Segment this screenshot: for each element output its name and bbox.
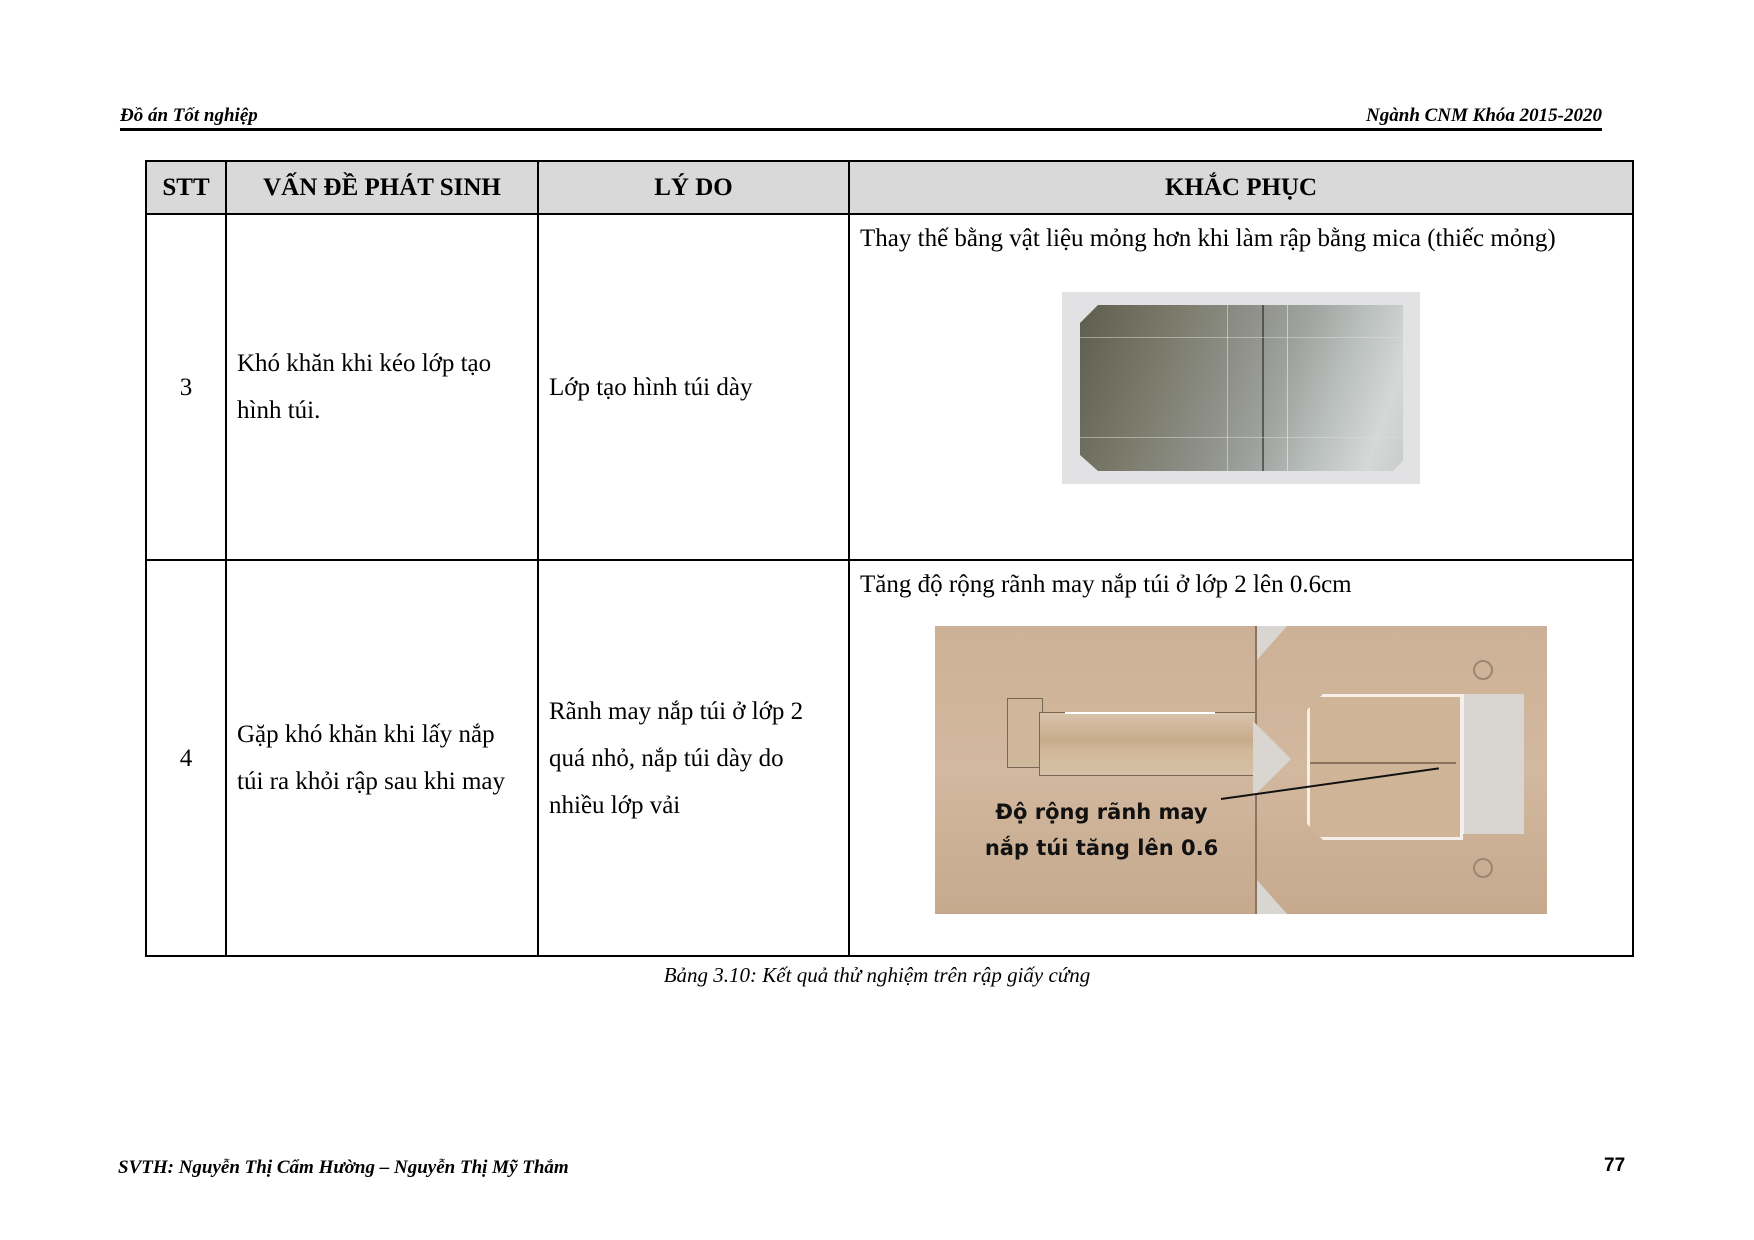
column-header-stt: STT [146, 161, 226, 214]
foil-template-photo [1062, 292, 1420, 484]
header-thesis-title: Đồ án Tốt nghiệp [120, 105, 258, 126]
cell-stt: 3 [146, 214, 226, 560]
cardboard-template-photo [935, 626, 1547, 914]
cell-fix [849, 214, 1633, 560]
results-table [145, 160, 1634, 957]
table-caption: Bảng 3.10: Kết quả thử nghiệm trên rập giấy cứng [663, 963, 1091, 987]
header-major-course: Ngành CNM Khóa 2015-2020 [1366, 105, 1602, 126]
fix-text: Tăng độ rộng rãnh may nắp túi ở lớp 2 lên 0.6cm [860, 571, 1352, 598]
column-header-fix: KHẮC PHỤC [849, 161, 1633, 214]
cell-problem: Khó khăn khi kéo lớp tạo hình túi. [226, 214, 538, 560]
page-header [120, 102, 1602, 131]
table-row [146, 560, 1633, 956]
column-header-reason: LÝ DO [538, 161, 849, 214]
photo-annotation: Độ rộng rãnh may nắp túi tăng lên 0.6 [984, 800, 1219, 860]
page-number: 77 [1604, 1155, 1626, 1176]
fix-text: Thay thế bằng vật liệu mỏng hơn khi làm rập bằng mica (thiếc mỏng) [860, 225, 1556, 252]
table-row [146, 214, 1633, 560]
cell-fix [849, 560, 1633, 956]
footer-authors: SVTH: Nguyễn Thị Cẩm Hường – Nguyễn Thị Mỹ Thắm [118, 1157, 569, 1178]
table-header-row [146, 161, 1633, 214]
cell-reason: Rãnh may nắp túi ở lớp 2 quá nhỏ, nắp túi dày do nhiều lớp vải [538, 560, 849, 956]
cell-problem: Gặp khó khăn khi lấy nắp túi ra khỏi rập sau khi may [226, 560, 538, 956]
cell-reason: Lớp tạo hình túi dày [538, 214, 849, 560]
column-header-problem: VẤN ĐỀ PHÁT SINH [226, 161, 538, 214]
cell-stt: 4 [146, 560, 226, 956]
